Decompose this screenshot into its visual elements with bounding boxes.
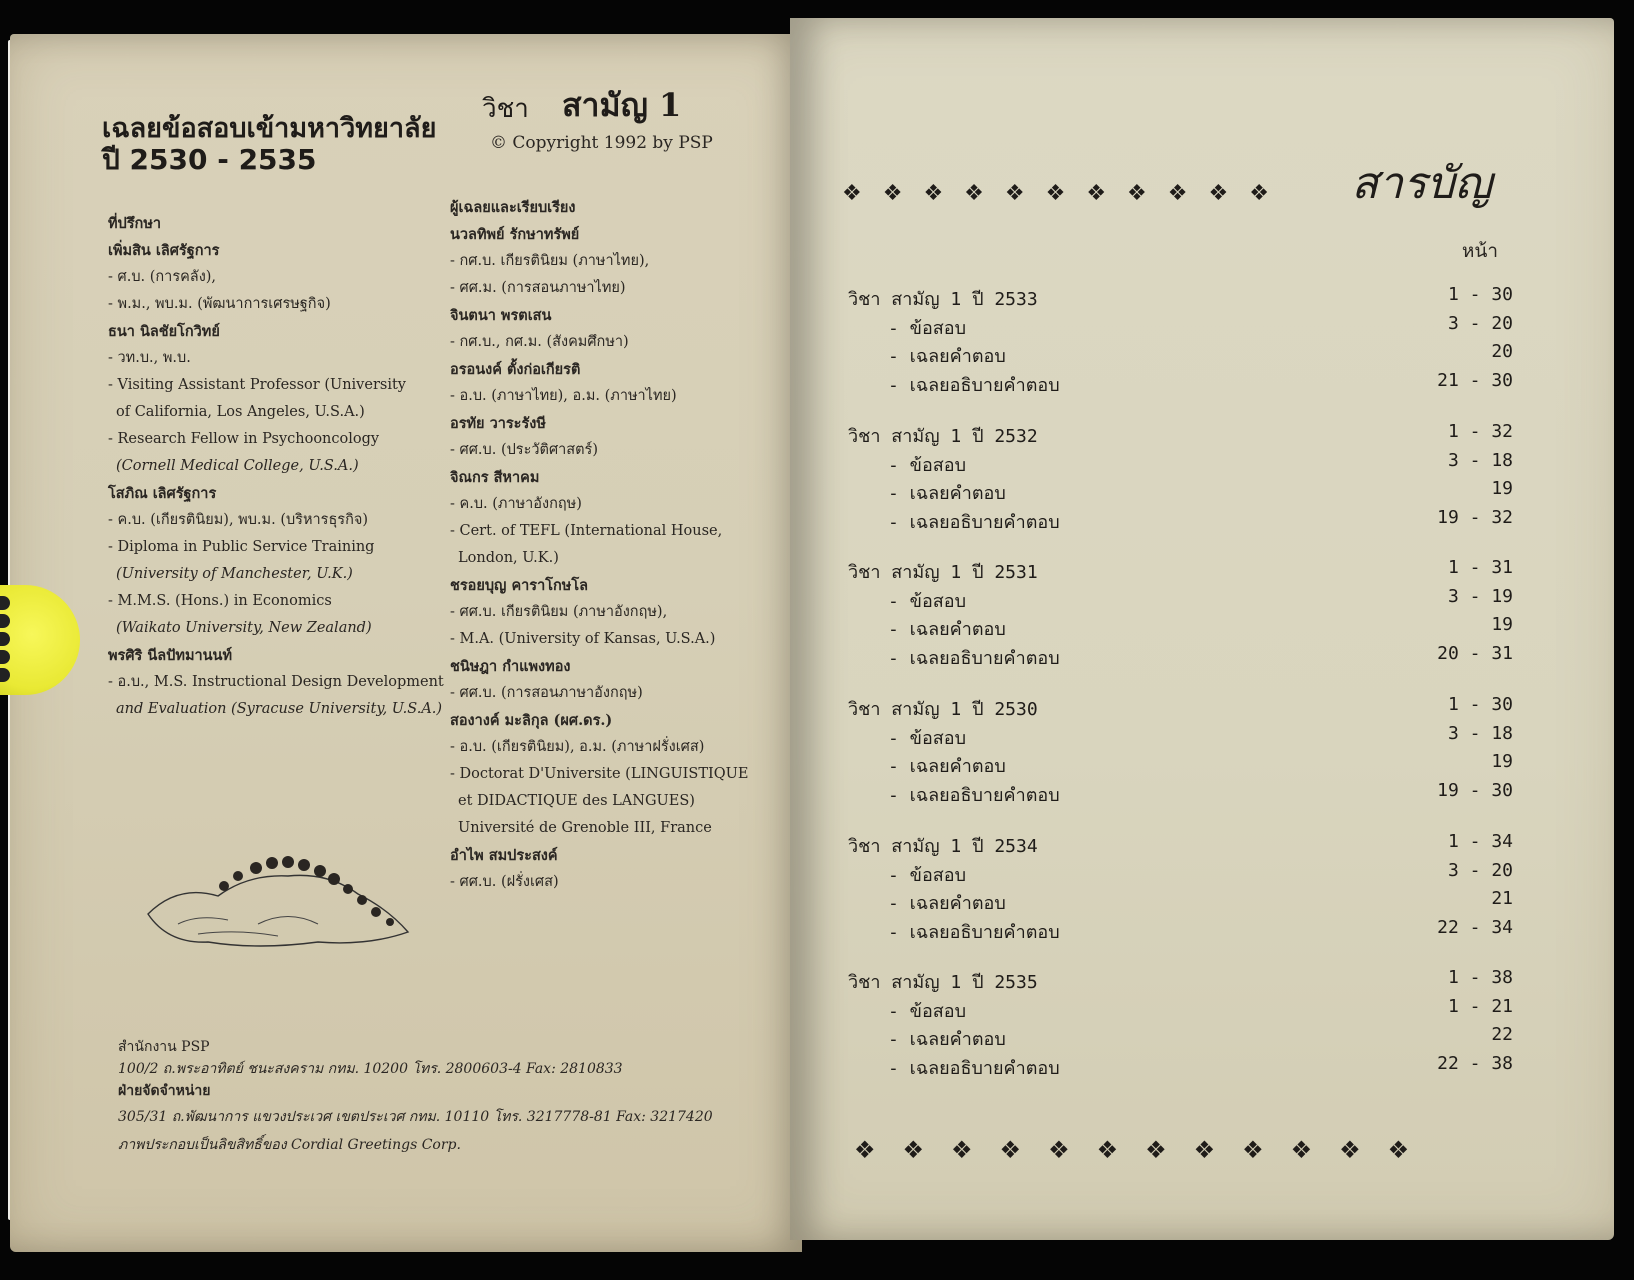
- toc-label: วิชา สามัญ 1 ปี 2531: [848, 562, 1038, 583]
- toc-section: [848, 557, 1513, 671]
- footer-line: 305/31 ถ.พัฒนาการ แขวงประเวศ เขตประเวศ กทม. 10110 โทร. 3217778-81 Fax: 3217420: [118, 1109, 713, 1125]
- toc-label: - เฉลยคำตอบ: [888, 893, 1006, 914]
- credit-line: - พ.ม., พบ.ม. (พัฒนาการเศรษฐกิจ): [108, 296, 331, 312]
- credit-line: - กศ.บ. เกียรตินิยม (ภาษาไทย),: [450, 253, 650, 269]
- credit-line: - Diploma in Public Service Training: [108, 539, 375, 555]
- credit-line: จินตนา พรตเสน: [450, 307, 552, 324]
- toc-heading: [848, 694, 1513, 723]
- advisors-heading: ที่ปรึกษา: [108, 215, 162, 232]
- toc-page-range: 19: [1491, 478, 1513, 499]
- toc-page-range: 19: [1491, 614, 1513, 635]
- toc-page-range: 3 - 18: [1447, 722, 1513, 744]
- toc-page-range: 19 - 32: [1437, 506, 1513, 528]
- footer-line: ภาพประกอบเป็นลิขสิทธิ์ของ Cordial Greetings Corp.: [118, 1137, 461, 1153]
- toc-page-range: 1 - 32: [1447, 421, 1513, 442]
- credit-line: (University of Manchester, U.K.): [116, 566, 353, 582]
- credit-line: นวลทิพย์ รักษาทรัพย์: [450, 226, 580, 243]
- credit-line: - ศศ.บ. (การสอนภาษาอังกฤษ): [450, 685, 643, 701]
- credit-line: ธนา นิลชัยโกวิทย์: [108, 323, 220, 340]
- toc-section: [848, 831, 1513, 945]
- toc-page-range: 21: [1491, 888, 1513, 909]
- toc-item: [848, 643, 1513, 672]
- credit-line: - อ.บ., M.S. Instructional Design Development: [108, 674, 444, 690]
- toc-item: [848, 614, 1513, 643]
- toc-page-range: 3 - 20: [1447, 312, 1513, 334]
- toc-label: - เฉลยอธิบายคำตอบ: [888, 784, 1060, 806]
- toc-page-range: 21 - 30: [1437, 369, 1513, 391]
- toc-label: - ข้อสอบ: [888, 1000, 967, 1022]
- credit-line: et DIDACTIQUE des LANGUES): [458, 793, 695, 809]
- footer-line: สำนักงาน PSP: [118, 1039, 210, 1055]
- footer-line: 100/2 ถ.พระอาทิตย์ ชนะสงคราม กทม. 10200 โทร. 2800603-4 Fax: 2810833: [118, 1061, 623, 1077]
- toc-label: - ข้อสอบ: [888, 727, 967, 749]
- dinosaur-illustration: [138, 854, 428, 954]
- credit-line: (Cornell Medical College, U.S.A.): [116, 458, 359, 474]
- toc-heading: [848, 284, 1513, 313]
- toc-label: - เฉลยอธิบายคำตอบ: [888, 647, 1060, 669]
- credit-line: - ศศ.บ. (ประวัติศาสตร์): [450, 442, 599, 458]
- toc-heading: [848, 557, 1513, 586]
- toc-page-range: 1 - 31: [1447, 557, 1513, 578]
- toc-item: [848, 370, 1513, 399]
- credit-line: - อ.บ. (ภาษาไทย), อ.ม. (ภาษาไทย): [450, 388, 677, 404]
- toc-page-range: 3 - 18: [1447, 449, 1513, 471]
- toc-section: [848, 694, 1513, 808]
- toc-label: วิชา สามัญ 1 ปี 2535: [848, 972, 1038, 993]
- toc-section: [848, 967, 1513, 1081]
- credit-line: - ค.บ. (ภาษาอังกฤษ): [450, 496, 582, 512]
- credit-line: - วท.บ., พ.บ.: [108, 350, 191, 366]
- toc-page-range: 3 - 19: [1447, 585, 1513, 607]
- credit-line: (Waikato University, New Zealand): [116, 620, 372, 636]
- toc-item: [848, 888, 1513, 917]
- toc-page-range: 22 - 34: [1437, 916, 1513, 938]
- toc-item: [848, 478, 1513, 507]
- toc-label: - เฉลยคำตอบ: [888, 756, 1006, 777]
- toc-item: [848, 723, 1513, 752]
- toc-label: - เฉลยคำตอบ: [888, 346, 1006, 367]
- credit-line: - ศศ.ม. (การสอนภาษาไทย): [450, 280, 626, 296]
- credit-line: สองางค์ มะลิกุล (ผศ.ดร.): [450, 712, 613, 729]
- toc-heading: [848, 831, 1513, 860]
- toc-section: [848, 284, 1513, 398]
- credit-line: อรทัย วาระรังษี: [450, 415, 546, 432]
- toc-item: [848, 507, 1513, 536]
- credit-line: ชรอยบุญ คาราโกษโล: [450, 577, 589, 594]
- credit-line: อำไพ สมประสงค์: [450, 847, 558, 864]
- credit-line: Université de Grenoble III, France: [458, 820, 712, 836]
- toc-label: - เฉลยคำตอบ: [888, 483, 1006, 504]
- toc-item: [848, 751, 1513, 780]
- toc-page-range: 20 - 31: [1437, 642, 1513, 664]
- credit-line: - Cert. of TEFL (International House,: [450, 523, 723, 539]
- editors-list: [450, 221, 748, 896]
- toc-page-range: 1 - 30: [1447, 284, 1513, 305]
- toc-page-range: 19 - 30: [1437, 779, 1513, 801]
- credit-line: - Research Fellow in Psychooncology: [108, 431, 380, 447]
- toc-item: [848, 780, 1513, 809]
- top-ornaments: ❖❖❖❖❖❖❖❖❖❖❖: [842, 181, 1290, 206]
- toc-label: - เฉลยคำตอบ: [888, 619, 1006, 640]
- toc-item: [848, 1024, 1513, 1053]
- credit-line: and Evaluation (Syracuse University, U.S.A.): [116, 701, 443, 717]
- toc-label: - เฉลยอธิบายคำตอบ: [888, 511, 1060, 533]
- toc-item: [848, 313, 1513, 342]
- credit-line: - ศศ.บ. (ฝรั่งเศส): [450, 874, 559, 890]
- toc-label: - ข้อสอบ: [888, 317, 967, 339]
- toc-page-range: 1 - 38: [1447, 967, 1513, 988]
- toc-item: [848, 917, 1513, 946]
- toc-item: [848, 860, 1513, 889]
- subject-name: สามัญ 1: [562, 86, 682, 124]
- credit-line: - ค.บ. (เกียรตินิยม), พบ.ม. (บริหารธุรกิจ): [108, 512, 369, 528]
- credit-line: London, U.K.): [458, 550, 559, 566]
- credit-line: จิณกร สีหาคม: [450, 469, 540, 486]
- credit-line: of California, Los Angeles, U.S.A.): [116, 404, 365, 420]
- toc-page-range: 20: [1491, 341, 1513, 362]
- toc-section: [848, 421, 1513, 535]
- toc-page-range: 22 - 38: [1437, 1052, 1513, 1074]
- toc-label: - เฉลยคำตอบ: [888, 1029, 1006, 1050]
- toc-page-range: 1 - 30: [1447, 694, 1513, 715]
- toc-item: [848, 586, 1513, 615]
- publisher-footer: [118, 1036, 713, 1156]
- toc-item: [848, 996, 1513, 1025]
- toc-heading: [848, 967, 1513, 996]
- credit-line: - M.A. (University of Kansas, U.S.A.): [450, 631, 716, 647]
- credit-line: ชนิษฎา กำแพงทอง: [450, 658, 571, 675]
- toc-label: - เฉลยอธิบายคำตอบ: [888, 1057, 1060, 1079]
- subject-label: วิชา: [482, 94, 529, 124]
- bottom-ornaments: ❖❖❖❖❖❖❖❖❖❖❖❖: [854, 1136, 1437, 1164]
- credit-line: - Visiting Assistant Professor (University: [108, 377, 406, 393]
- toc-label: - ข้อสอบ: [888, 590, 967, 612]
- toc-heading: [848, 421, 1513, 450]
- toc-label: - เฉลยอธิบายคำตอบ: [888, 374, 1060, 396]
- credit-line: เพิ่มสิน เลิศรัฐการ: [108, 242, 220, 259]
- toc-label: วิชา สามัญ 1 ปี 2532: [848, 426, 1038, 447]
- toc-item: [848, 341, 1513, 370]
- credit-line: พรศิริ นีลปัทมานนท์: [108, 647, 233, 664]
- credit-line: - กศ.บ., กศ.ม. (สังคมศึกษา): [450, 334, 629, 350]
- toc-page-range: 1 - 21: [1447, 995, 1513, 1017]
- book-title: เฉลยข้อสอบเข้ามหาวิทยาลัย: [102, 113, 437, 144]
- toc-label: - ข้อสอบ: [888, 864, 967, 886]
- book-years: ปี 2530 - 2535: [102, 143, 317, 176]
- left-page: [10, 34, 802, 1252]
- credit-line: - M.M.S. (Hons.) in Economics: [108, 593, 332, 609]
- clip-stripes: [0, 596, 10, 686]
- toc-page-range: 19: [1491, 751, 1513, 772]
- credit-line: - ศ.บ. (การคลัง),: [108, 269, 217, 285]
- footer-line: ฝ่ายจัดจำหน่าย: [118, 1083, 211, 1099]
- toc-label: - ข้อสอบ: [888, 454, 967, 476]
- credit-line: - Doctorat D'Universite (LINGUISTIQUE: [450, 766, 749, 782]
- toc-page-range: 1 - 34: [1447, 831, 1513, 852]
- credit-line: อรอนงค์ ตั้งก่อเกียรติ: [450, 361, 581, 378]
- toc-label: วิชา สามัญ 1 ปี 2534: [848, 836, 1038, 857]
- page-column-label: หน้า: [1461, 240, 1498, 262]
- editors-heading: ผู้เฉลยและเรียบเรียง: [450, 199, 576, 216]
- toc-item: [848, 1053, 1513, 1082]
- toc-label: - เฉลยอธิบายคำตอบ: [888, 921, 1060, 943]
- toc-page-range: 3 - 20: [1447, 859, 1513, 881]
- toc-title: สารบัญ: [1351, 158, 1492, 209]
- toc-label: วิชา สามัญ 1 ปี 2530: [848, 699, 1038, 720]
- credit-line: - อ.บ. (เกียรตินิยม), อ.ม. (ภาษาฝรั่งเศส): [450, 739, 705, 755]
- toc-label: วิชา สามัญ 1 ปี 2533: [848, 289, 1038, 310]
- toc-page-range: 22: [1491, 1024, 1513, 1045]
- credit-line: โสภิณ เลิศรัฐการ: [108, 485, 217, 502]
- right-page: [790, 18, 1614, 1240]
- credit-line: - ศศ.บ. เกียรตินิยม (ภาษาอังกฤษ),: [450, 604, 668, 620]
- copyright-notice: © Copyright 1992 by PSP: [490, 133, 713, 153]
- advisors-list: [108, 237, 444, 723]
- toc-item: [848, 450, 1513, 479]
